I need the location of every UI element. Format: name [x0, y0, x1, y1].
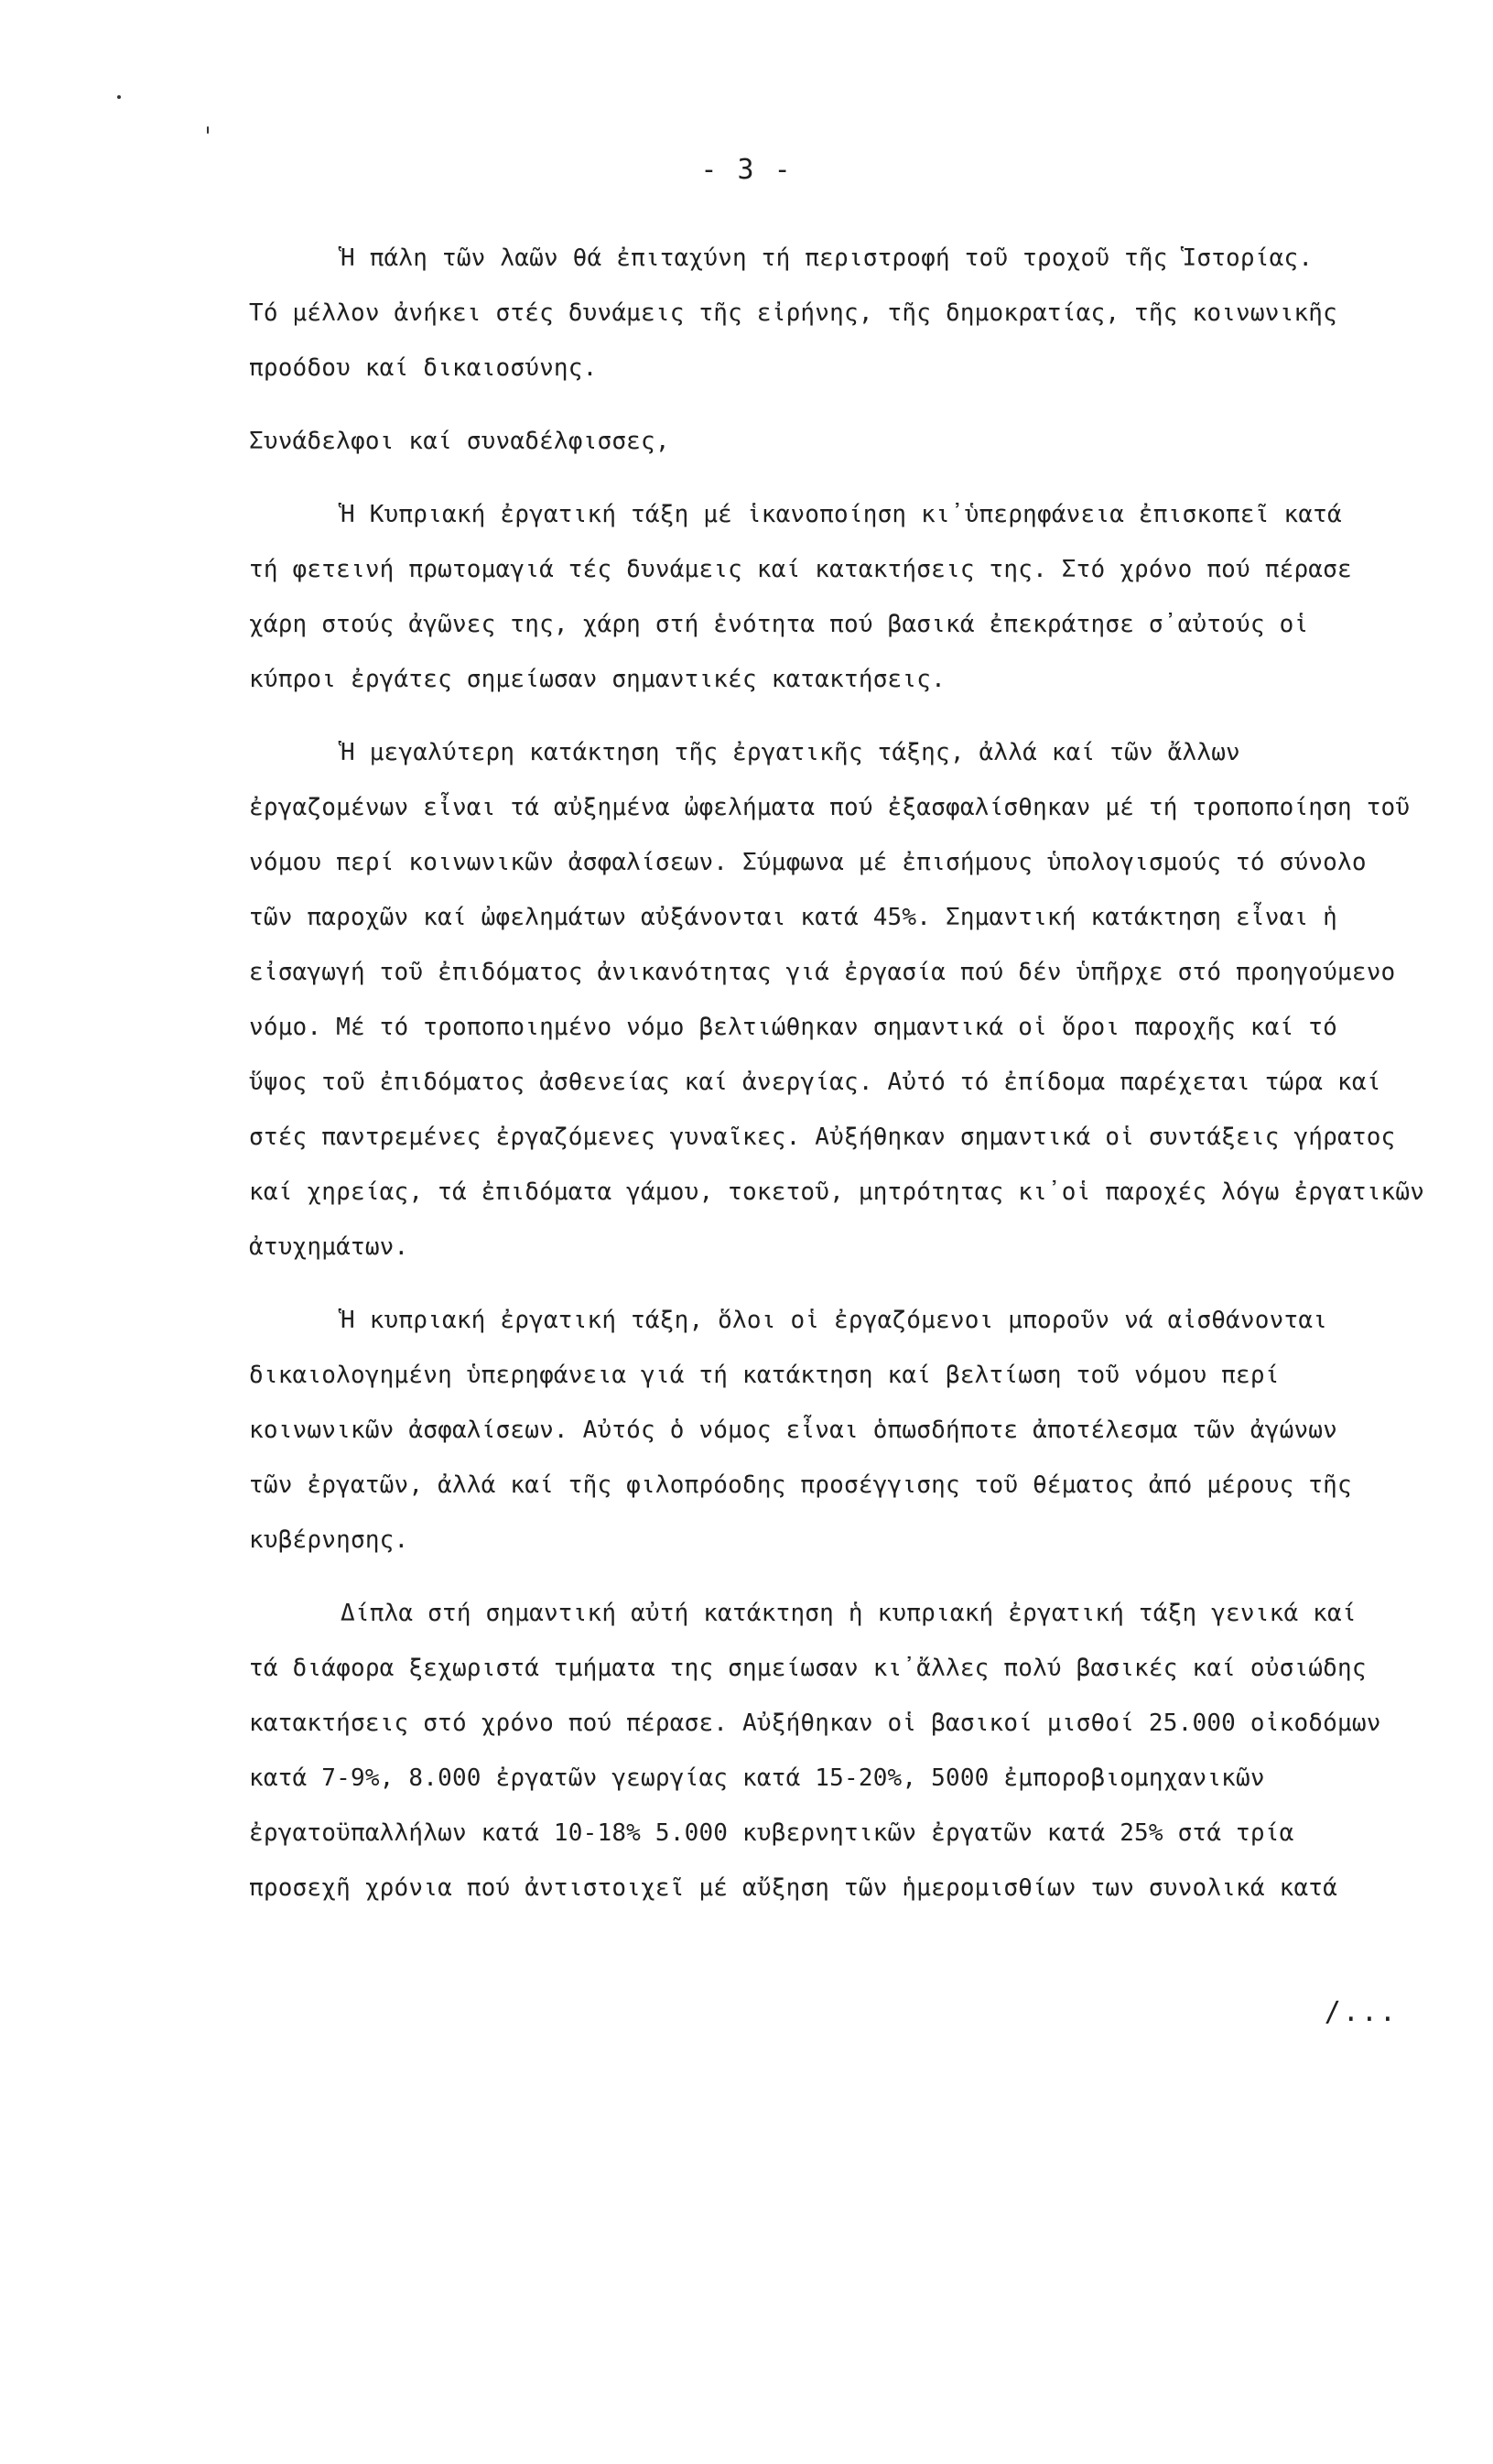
salutation: Συνάδελφοι καί συναδέλφισσες, — [249, 428, 670, 455]
text-line: προσεχῆ χρόνια πού ἀντιστοιχεῖ μέ αὔξηση τῶν ἡμερομισθίων των συνολικά κατά — [249, 1874, 1337, 1902]
text-line: τῶν παροχῶν καί ὠφελημάτων αὐξάνονται κατά 45%. Σημαντική κατάκτηση εἶναι ἡ — [249, 904, 1337, 931]
text-line: Ἡ κυπριακή ἐργατική τάξη, ὅλοι οἱ ἐργαζόμενοι μποροῦν νά αἰσθάνονται — [341, 1307, 1328, 1334]
scan-speck — [207, 126, 209, 134]
text-line: ἀτυχημάτων. — [249, 1233, 409, 1261]
text-line: νόμου περί κοινωνικῶν ἀσφαλίσεων. Σύμφωνα μέ ἐπισήμους ὑπολογισμούς τό σύνολο — [249, 849, 1367, 876]
text-line: κοινωνικῶν ἀσφαλίσεων. Αὐτός ὁ νόμος εἶναι ὁπωσδήποτε ἀποτέλεσμα τῶν ἀγώνων — [249, 1417, 1337, 1444]
text-line: προόδου καί δικαιοσύνης. — [249, 354, 598, 382]
text-line: τά διάφορα ξεχωριστά τμήματα της σημείωσαν κι᾽ἄλλες πολύ βασικές καί οὐσιώδης — [249, 1655, 1367, 1682]
text-line: Ἡ Κυπριακή ἐργατική τάξη μέ ἱκανοποίηση κι᾽ὑπερηφάνεια ἐπισκοπεῖ κατά — [341, 501, 1342, 528]
text-line: κατακτήσεις στό χρόνο πού πέρασε. Αὐξήθηκαν οἱ βασικοί μισθοί 25.000 οἰκοδόμων — [249, 1710, 1381, 1737]
text-line: στές παντρεμένες ἐργαζόμενες γυναῖκες. Αὐξήθηκαν σημαντικά οἱ συντάξεις γήρατος — [249, 1123, 1396, 1151]
continuation-mark: /... — [1324, 1996, 1398, 2028]
text-line: εἰσαγωγή τοῦ ἐπιδόματος ἀνικανότητας γιά ἐργασία πού δέν ὑπῆρχε στό προηγούμενο — [249, 959, 1396, 986]
paragraph — [249, 487, 1466, 707]
text-line: κυβέρνησης. — [249, 1526, 409, 1554]
text-line: καί χηρείας, τά ἐπιδόματα γάμου, τοκετοῦ, μητρότητας κι᾽οἱ παροχές λόγω ἐργατικῶν — [249, 1178, 1425, 1206]
paragraph — [249, 725, 1466, 1275]
text-line: τή φετεινή πρωτομαγιά τές δυνάμεις καί κατακτήσεις της. Στό χρόνο πού πέρασε — [249, 556, 1352, 583]
text-line: τῶν ἐργατῶν, ἀλλά καί τῆς φιλοπρόοδης προσέγγισης τοῦ θέματος ἀπό μέρους τῆς — [249, 1471, 1352, 1499]
text-line: κύπροι ἐργάτες σημείωσαν σημαντικές κατακτήσεις. — [249, 666, 946, 693]
text-line: ἐργαζομένων εἶναι τά αὐξημένα ὠφελήματα πού ἐξασφαλίσθηκαν μέ τή τροποποίηση τοῦ — [249, 794, 1411, 821]
text-line: κατά 7-9%, 8.000 ἐργατῶν γεωργίας κατά 15-20%, 5000 ἐμποροβιομηχανικῶν — [249, 1764, 1265, 1792]
text-line: Ἡ μεγαλύτερη κατάκτηση τῆς ἐργατικῆς τάξης, ἀλλά καί τῶν ἄλλων — [341, 739, 1240, 766]
text-line: νόμο. Μέ τό τροποποιημένο νόμο βελτιώθηκαν σημαντικά οἱ ὅροι παροχῆς καί τό — [249, 1014, 1337, 1041]
text-line: ὕψος τοῦ ἐπιδόματος ἀσθενείας καί ἀνεργίας. Αὐτό τό ἐπίδομα παρέχεται τώρα καί — [249, 1069, 1381, 1096]
text-line: χάρη στούς ἀγῶνες της, χάρη στή ἑνότητα πού βασικά ἐπεκράτησε σ᾽αὐτούς οἱ — [249, 611, 1309, 638]
paragraph — [249, 414, 1466, 469]
text-line: Τό μέλλον ἀνήκει στές δυνάμεις τῆς εἰρήνης, τῆς δημοκρατίας, τῆς κοινωνικῆς — [249, 299, 1337, 327]
text-line: Ἡ πάλη τῶν λαῶν θά ἐπιταχύνη τή περιστροφή τοῦ τροχοῦ τῆς Ἱστορίας. — [341, 244, 1314, 272]
text-line: δικαιολογημένη ὑπερηφάνεια γιά τή κατάκτηση καί βελτίωση τοῦ νόμου περί — [249, 1362, 1280, 1389]
page-number: - 3 - — [700, 154, 793, 186]
document-body — [249, 231, 1466, 1916]
paragraph — [249, 1586, 1466, 1916]
paragraph — [249, 231, 1466, 396]
text-line: ἐργατοϋπαλλήλων κατά 10-18% 5.000 κυβερνητικῶν ἐργατῶν κατά 25% στά τρία — [249, 1819, 1294, 1847]
scan-speck — [117, 95, 121, 99]
paragraph — [249, 1293, 1466, 1568]
text-line: Δίπλα στή σημαντική αὐτή κατάκτηση ἡ κυπριακή ἐργατική τάξη γενικά καί — [341, 1600, 1357, 1627]
